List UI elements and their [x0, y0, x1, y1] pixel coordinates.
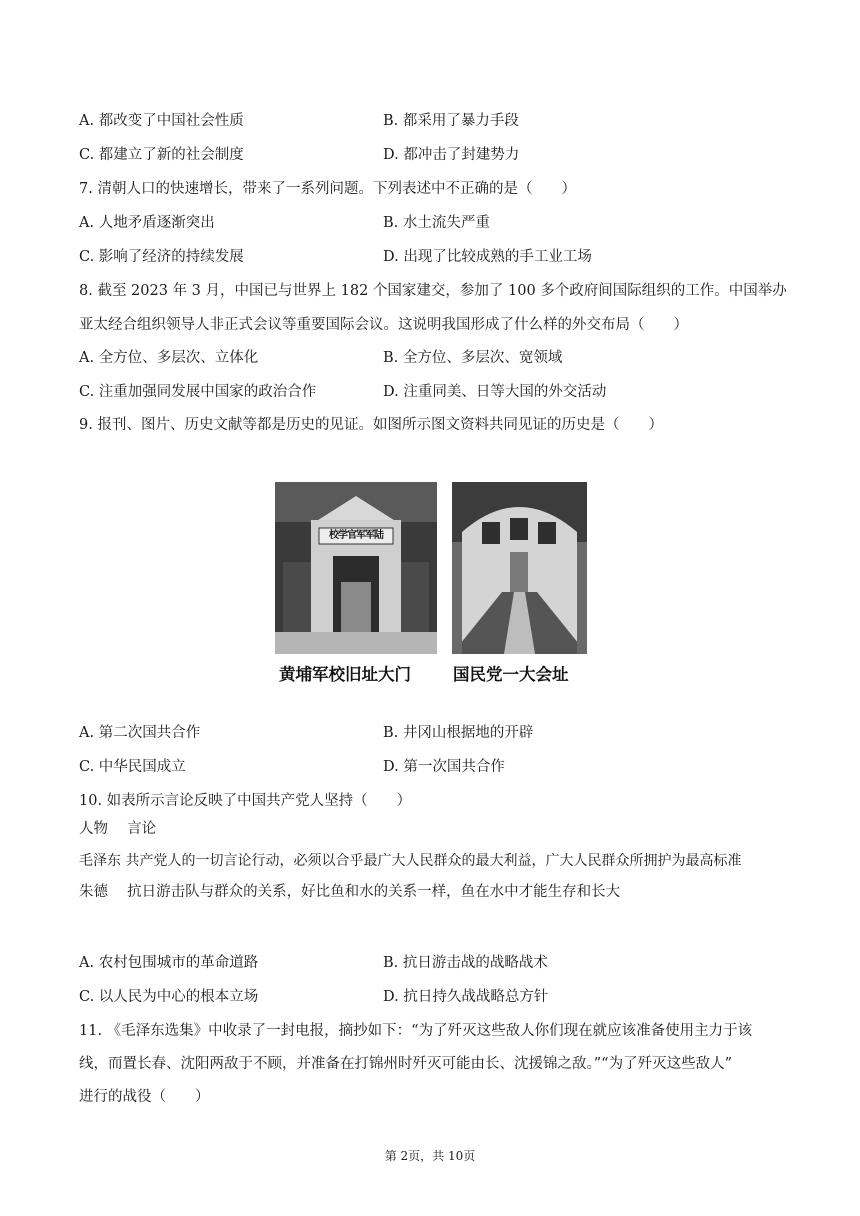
q10-option-c: C. 以人民为中心的根本立场: [79, 989, 259, 1005]
q8-option-b: B. 全方位、多层次、宽领域: [383, 350, 563, 366]
q10-stem: 10. 如表所示言论反映了中国共产党人坚持（ ）: [79, 793, 412, 809]
q10-option-d: D. 抗日持久战战略总方针: [383, 989, 549, 1005]
q6-option-a: A. 都改变了中国社会性质: [79, 113, 244, 129]
q9-option-d: D. 第一次国共合作: [383, 759, 505, 775]
kmt-congress-caption: 国民党一大会址: [453, 665, 569, 684]
q8-stem-line2: 亚太经合组织领导人非正式会议等重要国际会议。这说明我国形成了什么样的外交布局（ ）: [79, 317, 688, 333]
q10-table-row-zhude: 朱德 抗日游击队与群众的关系，好比鱼和水的关系一样，鱼在水中才能生存和长大: [79, 884, 621, 900]
q7-stem: 7. 清朝人口的快速增长，带来了一系列问题。下列表述中不正确的是（ ）: [79, 181, 576, 197]
q9-stem: 9. 报刊、图片、历史文献等都是历史的见证。如图所示图文资料共同见证的历史是（ ）: [79, 417, 663, 433]
q8-option-d: D. 注重同美、日等大国的外交活动: [383, 384, 607, 400]
kmt-congress-hall-photo: [452, 482, 587, 654]
q7-option-d: D. 出现了比较成熟的手工业工场: [383, 249, 592, 265]
q11-stem-line3: 进行的战役（ ）: [79, 1089, 210, 1105]
page-footer: 第 2页，共 10页: [384, 1149, 476, 1163]
q6-option-d: D. 都冲击了封建势力: [383, 147, 520, 163]
q7-option-a: A. 人地矛盾逐渐突出: [79, 215, 215, 231]
q11-stem-line2: 线，而置长春、沈阳两敌于不顾，并准备在打锦州时歼灭可能由长、沈援锦之敌。”“为了歼灭这些敌人”: [79, 1056, 732, 1072]
q10-table-header: 人物 言论: [79, 821, 157, 837]
gate-sign-text: 校学官军军陆: [329, 530, 383, 541]
whampoa-gate-photo: [275, 482, 437, 654]
q8-option-c: C. 注重加强同发展中国家的政治合作: [79, 384, 317, 400]
q10-option-a: A. 农村包围城市的革命道路: [79, 955, 259, 971]
q6-option-c: C. 都建立了新的社会制度: [79, 147, 244, 163]
q7-option-b: B. 水土流失严重: [383, 215, 490, 231]
q8-stem-line1: 8. 截至 2023 年 3 月，中国已与世界上 182 个国家建交，参加了 100 多个政府间国际组织的工作。中国举办: [79, 283, 787, 299]
q10-table-row-mao: 毛泽东 共产党人的一切言论行动，必须以合乎最广大人民群众的最大利益，广大人民群众所拥护为最高标准: [79, 853, 742, 869]
q8-option-a: A. 全方位、多层次、立体化: [79, 350, 259, 366]
q6-option-b: B. 都采用了暴力手段: [383, 113, 519, 129]
whampoa-caption: 黄埔军校旧址大门: [279, 665, 411, 684]
q7-option-c: C. 影响了经济的持续发展: [79, 249, 244, 265]
q11-stem-line1: 11. 《毛泽东选集》中收录了一封电报，摘抄如下：“为了歼灭这些敌人你们现在就应该准备使用主力于该: [79, 1023, 753, 1039]
q9-option-b: B. 井冈山根据地的开辟: [383, 725, 534, 741]
q9-option-a: A. 第二次国共合作: [79, 725, 201, 741]
q9-figure: [275, 478, 590, 688]
q9-option-c: C. 中华民国成立: [79, 759, 186, 775]
q10-option-b: B. 抗日游击战的战略战术: [383, 955, 548, 971]
